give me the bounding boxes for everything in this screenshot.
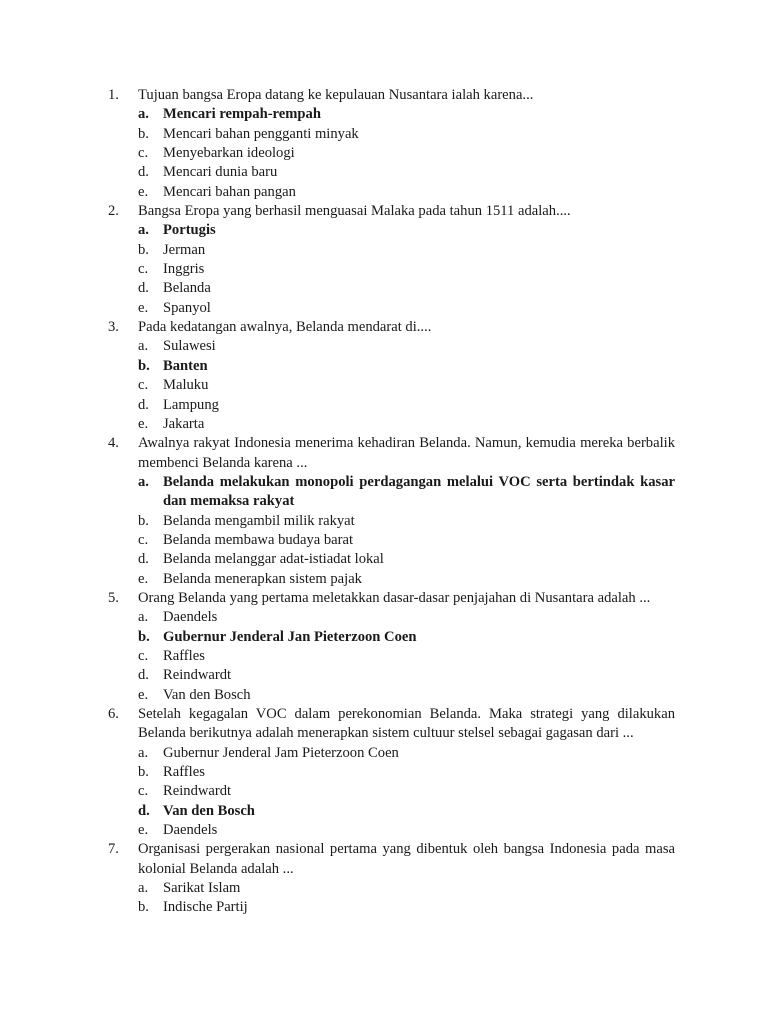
option-letter: d. [138, 551, 149, 568]
answer-option [138, 299, 675, 318]
option-text: Gubernur Jenderal Jan Pieterzoon Coen [163, 628, 417, 645]
question-1 [108, 86, 675, 202]
option-text: Inggris [163, 261, 205, 278]
option-text: Raffles [163, 647, 205, 664]
option-letter: c. [138, 261, 149, 278]
question-text: Setelah kegagalan VOC dalam perekonomian Belanda. Maka strategi yang dilakukan Belanda berikutnya adalah menerapkan sistem cultuur stelsel sebagai gagasan dari ... [138, 706, 675, 742]
option-letter: a. [138, 338, 149, 355]
option-letter: d. [138, 802, 150, 819]
question-7 [108, 840, 675, 917]
option-letter: a. [138, 222, 149, 239]
question-text: Bangsa Eropa yang berhasil menguasai Malaka pada tahun 1511 adalah.... [138, 203, 571, 220]
question-number: 7. [108, 841, 119, 858]
option-text: Jakarta [163, 415, 205, 432]
answer-option [138, 782, 675, 801]
question-5 [108, 589, 675, 705]
answer-option [138, 608, 675, 627]
option-letter: c. [138, 377, 149, 394]
answer-option [138, 744, 675, 763]
option-letter: b. [138, 241, 149, 258]
option-letter: b. [138, 357, 150, 374]
option-text: Belanda melakukan monopoli perdagangan melalui VOC serta bertindak kasar dan memaksa rakyat [163, 473, 675, 510]
option-text: Menyebarkan ideologi [163, 145, 295, 162]
option-text: Indische Partij [163, 899, 248, 916]
option-letter: d. [138, 396, 149, 413]
answer-option [138, 647, 675, 666]
answer-option [138, 666, 675, 685]
option-letter: c. [138, 783, 149, 800]
option-text: Portugis [163, 222, 216, 239]
answer-option [138, 144, 675, 163]
question-body [138, 86, 675, 202]
option-text: Van den Bosch [163, 802, 255, 819]
question-body [138, 202, 675, 318]
answer-option [138, 163, 675, 182]
option-letter: c. [138, 531, 149, 548]
option-letter: d. [138, 280, 149, 297]
option-letter: b. [138, 764, 149, 781]
option-text: Reindwardt [163, 783, 232, 800]
question-number: 4. [108, 435, 119, 452]
option-text: Belanda melanggar adat-istiadat lokal [163, 551, 384, 568]
option-text: Gubernur Jenderal Jam Pieterzoon Coen [163, 744, 399, 761]
option-text: Jerman [163, 241, 206, 258]
question-number: 3. [108, 319, 119, 336]
option-text: Van den Bosch [163, 686, 251, 703]
option-text: Belanda menerapkan sistem pajak [163, 570, 362, 587]
question-number: 6. [108, 706, 119, 722]
question-list [108, 86, 675, 918]
option-text: Sarikat Islam [163, 880, 241, 897]
option-letter: e. [138, 415, 149, 432]
option-letter: e. [138, 686, 149, 703]
question-body [138, 434, 675, 589]
answer-option-correct [138, 473, 675, 512]
option-text: Belanda [163, 280, 211, 297]
option-text: Belanda membawa budaya barat [163, 531, 354, 548]
answer-option [138, 241, 675, 260]
answer-option [138, 337, 675, 356]
option-letter: e. [138, 570, 149, 587]
question-text: Organisasi pergerakan nasional pertama yang dibentuk oleh bangsa Indonesia pada masa kolonial Belanda adalah ... [138, 841, 675, 877]
option-text: Mencari bahan pangan [163, 183, 296, 200]
question-number: 5. [108, 589, 119, 606]
answer-option [138, 879, 675, 898]
option-letter: b. [138, 512, 149, 529]
option-text: Banten [163, 357, 208, 374]
option-letter: e. [138, 299, 149, 316]
option-letter: e. [138, 183, 149, 200]
option-text: Mencari bahan pengganti minyak [163, 125, 359, 142]
answer-option [138, 686, 675, 705]
answer-option [138, 260, 675, 279]
option-letter: a. [138, 609, 149, 626]
answer-option-correct [138, 221, 675, 240]
option-text: Spanyol [163, 299, 211, 316]
option-letter: a. [138, 473, 149, 490]
answer-option [138, 376, 675, 395]
question-2 [108, 202, 675, 318]
answer-option [138, 396, 675, 415]
option-letter: e. [138, 822, 149, 839]
question-text: Tujuan bangsa Eropa datang ke kepulauan Nusantara ialah karena... [138, 87, 534, 103]
question-3 [108, 318, 675, 434]
question-body [138, 705, 675, 840]
question-number: 1. [108, 87, 119, 103]
option-text: Mencari dunia baru [163, 164, 278, 181]
question-body [138, 840, 675, 917]
question-6 [108, 705, 675, 840]
option-text: Lampung [163, 396, 219, 413]
option-letter: a. [138, 106, 149, 123]
option-letter: d. [138, 164, 149, 181]
option-text: Raffles [163, 764, 205, 781]
answer-option-correct [138, 105, 675, 124]
answer-option [138, 415, 675, 434]
answer-option [138, 512, 675, 531]
option-letter: c. [138, 647, 149, 664]
answer-option-correct [138, 628, 675, 647]
option-letter: a. [138, 880, 149, 897]
option-letter: d. [138, 667, 149, 684]
option-letter: c. [138, 145, 149, 162]
question-4 [108, 434, 675, 589]
option-letter: b. [138, 899, 149, 916]
option-letter: a. [138, 744, 149, 761]
answer-option [138, 531, 675, 550]
option-text: Belanda mengambil milik rakyat [163, 512, 355, 529]
answer-option [138, 570, 675, 589]
answer-option [138, 125, 675, 144]
answer-option-correct [138, 802, 675, 821]
option-text: Sulawesi [163, 338, 216, 355]
answer-option [138, 821, 675, 840]
question-text: Orang Belanda yang pertama meletakkan dasar-dasar penjajahan di Nusantara adalah ... [138, 589, 651, 606]
option-text: Maluku [163, 377, 209, 394]
question-body [138, 318, 675, 434]
answer-option [138, 550, 675, 569]
option-text: Mencari rempah-rempah [163, 106, 321, 123]
answer-option [138, 898, 675, 917]
answer-option [138, 183, 675, 202]
answer-option-correct [138, 357, 675, 376]
option-letter: b. [138, 125, 149, 142]
option-text: Daendels [163, 822, 218, 839]
option-text: Daendels [163, 609, 218, 626]
answer-option [138, 279, 675, 298]
question-text: Awalnya rakyat Indonesia menerima kehadiran Belanda. Namun, kemudia mereka berbalik membenci Belanda karena ... [138, 435, 675, 471]
option-text: Reindwardt [163, 667, 232, 684]
option-letter: b. [138, 628, 150, 645]
question-text: Pada kedatangan awalnya, Belanda mendarat di.... [138, 319, 432, 336]
question-body [138, 589, 675, 705]
question-number: 2. [108, 203, 119, 220]
answer-option [138, 763, 675, 782]
